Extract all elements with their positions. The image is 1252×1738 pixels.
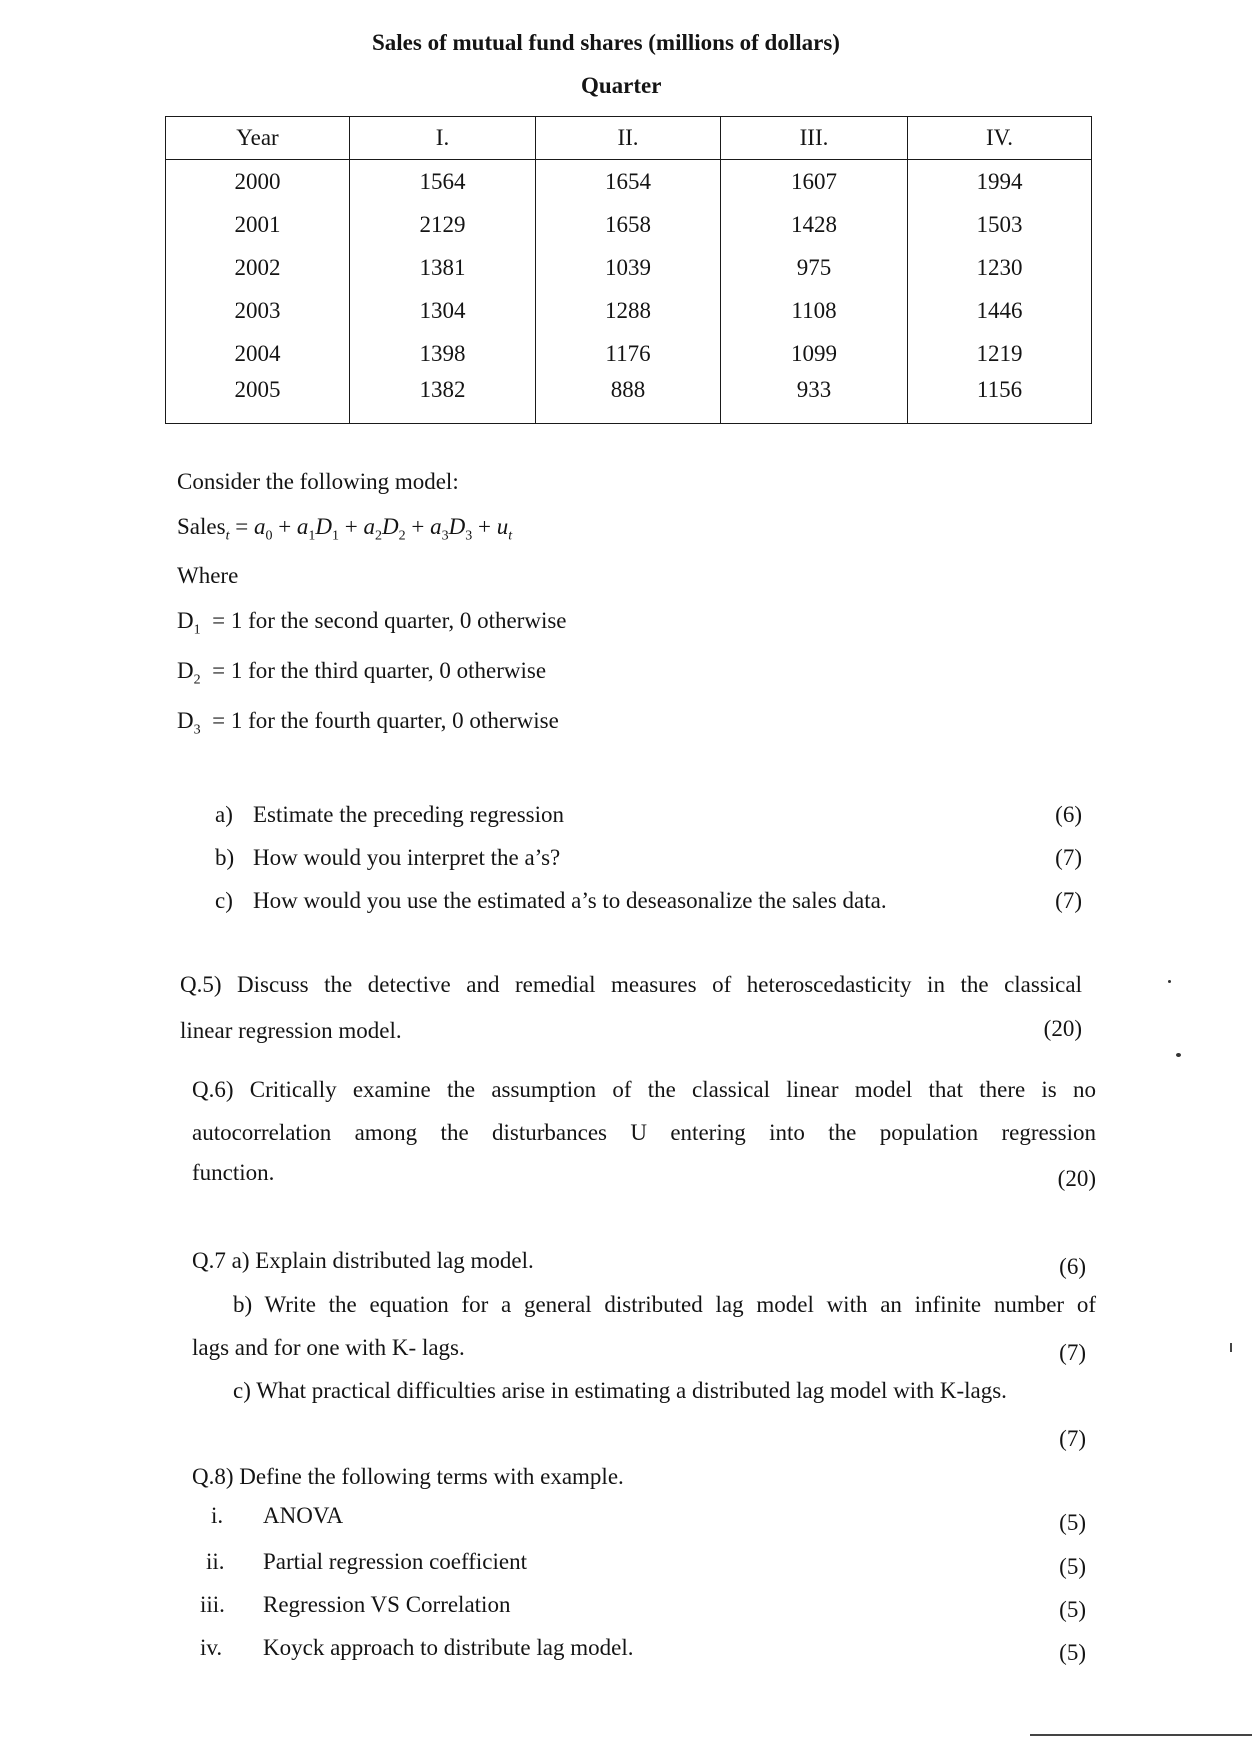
dummy-definition: $D_1 = 1$ for the second quarter, 0 otherwise bbox=[177, 608, 567, 638]
table-row bbox=[166, 375, 1092, 424]
part-marks: (7) bbox=[1055, 845, 1082, 870]
where-label: Where bbox=[177, 563, 239, 588]
model-intro: Consider the following model: bbox=[177, 469, 459, 494]
part-text: How would you use the estimated a’s to deseasonalize the sales data. bbox=[253, 888, 887, 913]
table-cell: 1658 bbox=[536, 203, 721, 246]
q5-text-line1: Q.5) Discuss the detective and remedial measures of heteroscedasticity in the classical bbox=[180, 972, 1082, 997]
q5-text-line2: linear regression model. bbox=[180, 1018, 402, 1043]
q7a-text: Q.7 a) Explain distributed lag model. bbox=[192, 1248, 534, 1273]
q8-item-number: ii. bbox=[206, 1549, 225, 1574]
table-cell: 1398 bbox=[350, 332, 536, 375]
table-cell: 1607 bbox=[721, 160, 908, 204]
model-equation: Sales$_t$ = $a_0 + a_1D_1 + a_2D_2 + a_3D_3 + u_t$ bbox=[177, 514, 513, 544]
table-cell: 2004 bbox=[166, 332, 350, 375]
q8-item-marks: (5) bbox=[1059, 1640, 1086, 1665]
scan-speck bbox=[1230, 1343, 1232, 1352]
q7a-marks: (6) bbox=[1059, 1254, 1086, 1279]
part-text: Estimate the preceding regression bbox=[253, 802, 565, 827]
table-cell: 933 bbox=[721, 375, 908, 424]
table-cell: 1994 bbox=[908, 160, 1092, 204]
table-cell: 2129 bbox=[350, 203, 536, 246]
part-marks: (6) bbox=[1055, 802, 1082, 827]
column-header: I. bbox=[350, 117, 536, 160]
q7c-text: c) What practical difficulties arise in estimating a distributed lag model with K-lags. bbox=[233, 1378, 1007, 1403]
q5-marks: (20) bbox=[1043, 1016, 1082, 1041]
table-cell: 975 bbox=[721, 246, 908, 289]
table-cell: 2001 bbox=[166, 203, 350, 246]
table-row bbox=[166, 160, 1092, 204]
table-cell: 2005 bbox=[166, 375, 350, 424]
column-header: II. bbox=[536, 117, 721, 160]
column-header: IV. bbox=[908, 117, 1092, 160]
table-cell: 1288 bbox=[536, 289, 721, 332]
table-header-row bbox=[166, 117, 1092, 160]
table-cell: 1219 bbox=[908, 332, 1092, 375]
scan-speck bbox=[1168, 980, 1171, 983]
table-cell: 1564 bbox=[350, 160, 536, 204]
q8-item-number: iii. bbox=[200, 1592, 225, 1617]
table-cell: 888 bbox=[536, 375, 721, 424]
q7c-marks: (7) bbox=[1059, 1426, 1086, 1451]
dummy-definition: $D_2 = 1$ for the third quarter, 0 otherwise bbox=[177, 658, 547, 688]
table-cell: 1108 bbox=[721, 289, 908, 332]
table-title: Sales of mutual fund shares (millions of dollars) bbox=[372, 30, 840, 55]
table-row bbox=[166, 203, 1092, 246]
table-cell: 1230 bbox=[908, 246, 1092, 289]
sales-table bbox=[165, 116, 1092, 424]
table-row bbox=[166, 246, 1092, 289]
part-label: a) bbox=[215, 802, 233, 827]
q8-item-marks: (5) bbox=[1059, 1510, 1086, 1535]
q6-text-line2: autocorrelation among the disturbances U entering into the population regression bbox=[192, 1120, 1096, 1145]
q8-item-text: Partial regression coefficient bbox=[263, 1549, 527, 1574]
table-cell: 1503 bbox=[908, 203, 1092, 246]
part-text: How would you interpret the a’s? bbox=[253, 845, 561, 870]
q8-item-marks: (5) bbox=[1059, 1597, 1086, 1622]
q6-text-line1: Q.6) Critically examine the assumption of the classical linear model that there is no bbox=[192, 1077, 1096, 1102]
table-subtitle: Quarter bbox=[581, 73, 662, 98]
part-label: b) bbox=[215, 845, 235, 870]
table-cell: 1176 bbox=[536, 332, 721, 375]
table-cell: 2000 bbox=[166, 160, 350, 204]
part-marks: (7) bbox=[1055, 888, 1082, 913]
column-header: III. bbox=[721, 117, 908, 160]
q8-item-marks: (5) bbox=[1059, 1554, 1086, 1579]
table-row bbox=[166, 332, 1092, 375]
table-cell: 1446 bbox=[908, 289, 1092, 332]
q8-intro: Q.8) Define the following terms with example. bbox=[192, 1464, 624, 1489]
part-label: c) bbox=[215, 888, 233, 913]
scan-edge-line bbox=[1030, 1734, 1252, 1736]
table-row bbox=[166, 289, 1092, 332]
q8-item-number: i. bbox=[211, 1503, 224, 1528]
q6-marks: (20) bbox=[1057, 1166, 1096, 1191]
q7b-text-line1: b) Write the equation for a general distributed lag model with an infinite number of bbox=[233, 1292, 1096, 1317]
table-cell: 1382 bbox=[350, 375, 536, 424]
column-header: Year bbox=[166, 117, 350, 160]
q8-item-text: ANOVA bbox=[263, 1503, 344, 1528]
table-cell: 1654 bbox=[536, 160, 721, 204]
q8-item-number: iv. bbox=[200, 1635, 223, 1660]
equation-lhs: Sales bbox=[177, 514, 226, 539]
table-cell: 1099 bbox=[721, 332, 908, 375]
table-cell: 1428 bbox=[721, 203, 908, 246]
q6-text-line3: function. bbox=[192, 1160, 275, 1185]
table-cell: 1156 bbox=[908, 375, 1092, 424]
q8-item-text: Koyck approach to distribute lag model. bbox=[263, 1635, 634, 1660]
q7b-marks: (7) bbox=[1059, 1340, 1086, 1365]
table-cell: 2003 bbox=[166, 289, 350, 332]
table-cell: 1381 bbox=[350, 246, 536, 289]
table-cell: 1039 bbox=[536, 246, 721, 289]
table-cell: 1304 bbox=[350, 289, 536, 332]
dummy-definition: $D_3 = 1$ for the fourth quarter, 0 otherwise bbox=[177, 708, 559, 738]
table-cell: 2002 bbox=[166, 246, 350, 289]
scan-speck bbox=[1176, 1053, 1181, 1057]
q8-item-text: Regression VS Correlation bbox=[263, 1592, 511, 1617]
q7b-text-line2: lags and for one with K- lags. bbox=[192, 1335, 465, 1360]
